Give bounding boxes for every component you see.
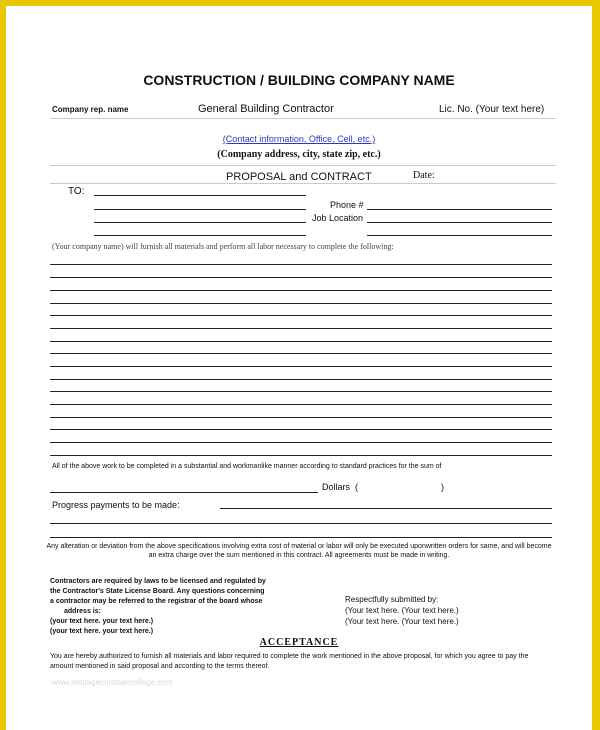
submitted-by-line: (Your text here. (Your text here.) — [345, 617, 459, 626]
dollars-label: Dollars — [322, 482, 351, 492]
work-line[interactable] — [50, 391, 552, 392]
work-line[interactable] — [50, 455, 552, 456]
acceptance-heading: ACCEPTANCE — [259, 637, 339, 648]
amount-paren-close: ) — [441, 482, 444, 492]
work-line[interactable] — [50, 366, 552, 367]
contact-info-link[interactable]: (Contact information, Office, Cell, etc.) — [222, 134, 376, 144]
work-line[interactable] — [50, 404, 552, 405]
sum-line[interactable] — [50, 492, 318, 493]
submitted-by-label: Respectfully submitted by: — [345, 595, 439, 604]
work-line[interactable] — [50, 442, 552, 443]
license-number: Lic. No. (Your text here) — [439, 104, 545, 115]
proposal-heading: PROPOSAL and CONTRACT — [226, 171, 372, 183]
work-line[interactable] — [50, 341, 552, 342]
to-line-1[interactable] — [94, 195, 306, 196]
license-notice-line: (your text here. your text here.) — [50, 628, 154, 635]
header-divider — [50, 118, 556, 119]
progress-line-1[interactable] — [220, 508, 552, 509]
license-notice-line: the Contractor's State License Board. Any questions concerning — [50, 588, 265, 595]
work-line[interactable] — [50, 379, 552, 380]
furnish-statement: (Your company name) will furnish all materials and perform all labor necessary to complete the following: — [52, 242, 394, 251]
to-line-3[interactable] — [94, 222, 306, 223]
date-label: Date: — [413, 170, 435, 181]
sum-statement: All of the above work to be completed in a substantial and workmanlike manner according to standard practices for the sum of — [52, 463, 442, 470]
job-location-line[interactable] — [367, 222, 552, 223]
company-address: (Company address, city, state zip, etc.) — [217, 149, 381, 160]
license-notice-line: Contractors are required by laws to be licensed and regulated by — [50, 578, 266, 585]
contractor-type: General Building Contractor — [198, 103, 334, 115]
to-label: TO: — [68, 186, 85, 197]
to-line-4[interactable] — [94, 235, 306, 236]
work-line[interactable] — [50, 315, 552, 316]
work-line[interactable] — [50, 277, 552, 278]
license-notice-line: a contractor may be referred to the registrar of the board whose — [50, 598, 263, 605]
proposal-divider — [50, 183, 556, 184]
phone-label: Phone # — [330, 200, 364, 210]
amount-paren-open: ( — [355, 482, 358, 492]
phone-line[interactable] — [367, 209, 552, 210]
company-rep-name: Company rep. name — [52, 105, 129, 114]
work-line[interactable] — [50, 328, 552, 329]
license-notice-line: address is: — [64, 608, 101, 615]
acceptance-text: You are hereby authorized to furnish all materials and labor required to complete the work mentioned in the above proposal, for which you agree to pay the amount mentioned in said proposal and according to the terms thereof. — [50, 653, 529, 670]
work-line[interactable] — [50, 264, 552, 265]
company-title: CONSTRUCTION / BUILDING COMPANY NAME — [143, 72, 455, 88]
address-divider — [50, 165, 556, 166]
work-line[interactable] — [50, 417, 552, 418]
submitted-by-line: (Your text here. (Your text here.) — [345, 606, 459, 615]
progress-line-2[interactable] — [50, 523, 552, 524]
watermark: www.heritagechristiancollege.com — [52, 678, 173, 687]
work-line[interactable] — [50, 290, 552, 291]
work-line[interactable] — [50, 303, 552, 304]
work-line[interactable] — [50, 353, 552, 354]
license-notice-line: (your text here. your text here.) — [50, 618, 154, 625]
work-line[interactable] — [50, 429, 552, 430]
progress-line-3[interactable] — [50, 537, 552, 538]
progress-payments-label: Progress payments to be made: — [52, 500, 180, 510]
job-location-line-2[interactable] — [367, 235, 552, 236]
job-location-label: Job Location — [312, 213, 364, 223]
license-notice — [50, 577, 300, 637]
to-line-2[interactable] — [94, 209, 306, 210]
alteration-clause: Any alteration or deviation from the above specifications involving extra cost of material or labor will only be executed uponwritten orders for same, and will become an extra charge over the sum mentioned in this contract. All agreements must be made in writing. — [46, 543, 552, 559]
submitted-by-block — [345, 594, 459, 627]
contract-page — [6, 6, 592, 730]
